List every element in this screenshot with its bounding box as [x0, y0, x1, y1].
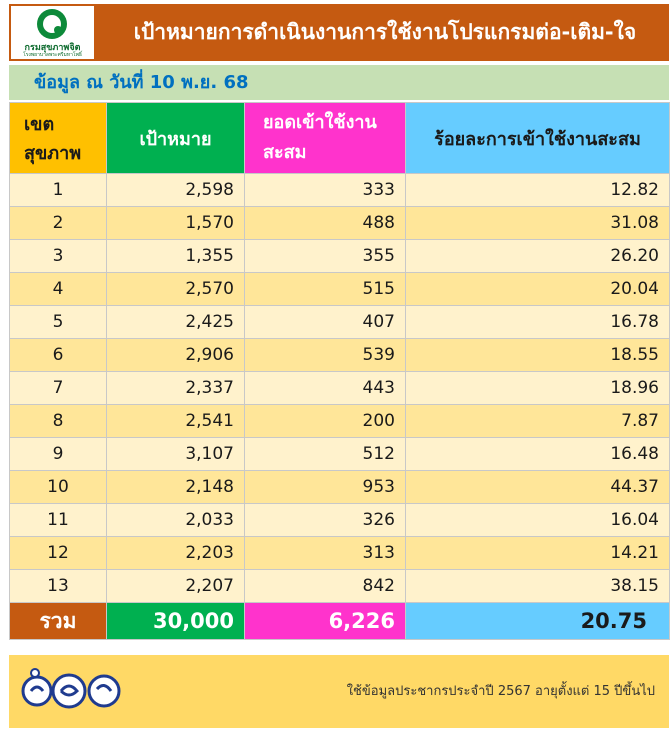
percent-cell: 26.20 — [406, 240, 670, 273]
footer-bar — [9, 655, 669, 728]
percent-cell: 31.08 — [406, 207, 670, 240]
target-cell: 2,906 — [107, 339, 245, 372]
table-row — [10, 438, 670, 471]
zone-cell: 5 — [10, 306, 107, 339]
usage-cell: 488 — [245, 207, 406, 240]
table-row — [10, 339, 670, 372]
table-row — [10, 174, 670, 207]
table-row — [10, 405, 670, 438]
target-cell: 2,203 — [107, 537, 245, 570]
date-label: ข้อมูล ณ วันที่ 10 พ.ย. 68 — [34, 72, 249, 93]
zone-cell: 10 — [10, 471, 107, 504]
table-row — [10, 306, 670, 339]
target-cell: 2,425 — [107, 306, 245, 339]
usage-cell: 953 — [245, 471, 406, 504]
percent-cell: 18.96 — [406, 372, 670, 405]
zone-cell: 11 — [10, 504, 107, 537]
page-title: เป้าหมายการดำเนินงานการใช้งานโปรแกรมต่อ-เติม-ใจ — [133, 20, 637, 44]
target-cell: 2,570 — [107, 273, 245, 306]
percent-cell: 20.04 — [406, 273, 670, 306]
target-cell: 1,570 — [107, 207, 245, 240]
zone-cell: 4 — [10, 273, 107, 306]
percent-cell: 16.04 — [406, 504, 670, 537]
table-row — [10, 273, 670, 306]
target-cell: 2,033 — [107, 504, 245, 537]
header-target: เป้าหมาย — [107, 103, 245, 174]
target-cell: 2,541 — [107, 405, 245, 438]
usage-cell: 200 — [245, 405, 406, 438]
date-band — [9, 65, 669, 100]
total-row — [10, 603, 670, 640]
percent-cell: 44.37 — [406, 471, 670, 504]
table-header-row — [10, 103, 670, 174]
percent-cell: 18.55 — [406, 339, 670, 372]
target-cell: 3,107 — [107, 438, 245, 471]
tor-term-jai-logo — [19, 661, 134, 721]
usage-cell: 313 — [245, 537, 406, 570]
zone-cell: 12 — [10, 537, 107, 570]
zone-cell: 6 — [10, 339, 107, 372]
table-row — [10, 471, 670, 504]
usage-cell: 355 — [245, 240, 406, 273]
dmh-logo — [11, 6, 94, 59]
zone-cell: 3 — [10, 240, 107, 273]
footer-note: ใช้ข้อมูลประชากรประจำปี 2567 อายุตั้งแต่ 15 ปีขึ้นไป — [346, 684, 655, 699]
table-row — [10, 570, 670, 603]
percent-cell: 16.78 — [406, 306, 670, 339]
usage-cell: 333 — [245, 174, 406, 207]
target-cell: 2,337 — [107, 372, 245, 405]
percent-cell: 14.21 — [406, 537, 670, 570]
percent-cell: 38.15 — [406, 570, 670, 603]
percent-cell: 7.87 — [406, 405, 670, 438]
percent-cell: 16.48 — [406, 438, 670, 471]
usage-cell: 443 — [245, 372, 406, 405]
zone-cell: 8 — [10, 405, 107, 438]
zone-cell: 9 — [10, 438, 107, 471]
zone-cell: 1 — [10, 174, 107, 207]
usage-cell: 512 — [245, 438, 406, 471]
logo-subtext: โรงพยาบาลพระศรีมหาโพธิ์ — [23, 52, 82, 58]
target-cell: 2,598 — [107, 174, 245, 207]
zone-cell: 2 — [10, 207, 107, 240]
target-cell: 1,355 — [107, 240, 245, 273]
target-cell: 2,207 — [107, 570, 245, 603]
usage-cell: 842 — [245, 570, 406, 603]
total-label: รวม — [10, 603, 107, 640]
percent-cell: 12.82 — [406, 174, 670, 207]
table-row — [10, 372, 670, 405]
table-row — [10, 240, 670, 273]
table-row — [10, 537, 670, 570]
total-usage: 6,226 — [245, 603, 406, 640]
total-target: 30,000 — [107, 603, 245, 640]
usage-cell: 407 — [245, 306, 406, 339]
usage-table — [9, 102, 670, 640]
dmh-emblem-icon — [37, 9, 67, 39]
logo-text: กรมสุขภาพจิต — [24, 43, 81, 53]
table-row — [10, 207, 670, 240]
zone-cell: 7 — [10, 372, 107, 405]
total-percent: 20.75 — [406, 603, 670, 640]
target-cell: 2,148 — [107, 471, 245, 504]
usage-cell: 515 — [245, 273, 406, 306]
header-percent: ร้อยละการเข้าใช้งานสะสม — [406, 103, 670, 174]
table-row — [10, 504, 670, 537]
header-usage: ยอดเข้าใช้งาน สะสม — [245, 103, 406, 174]
usage-cell: 539 — [245, 339, 406, 372]
header-banner — [9, 4, 669, 61]
header-zone: เขต สุขภาพ — [10, 103, 107, 174]
zone-cell: 13 — [10, 570, 107, 603]
usage-cell: 326 — [245, 504, 406, 537]
